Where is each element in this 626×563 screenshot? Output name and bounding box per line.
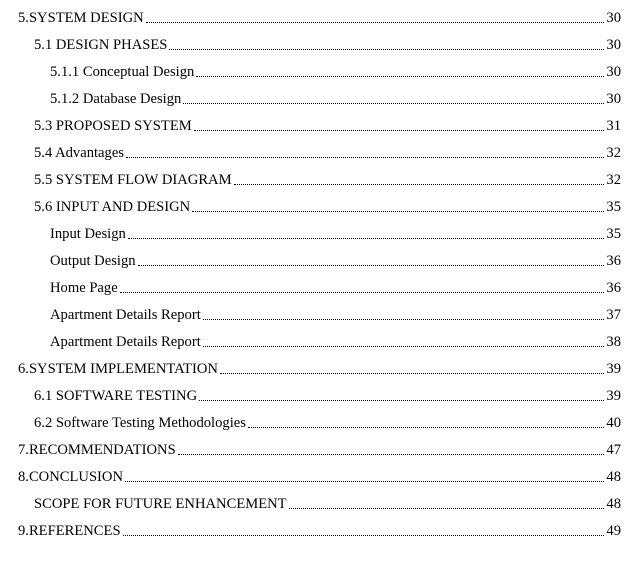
toc-entry-software-testing-methodologies[interactable] bbox=[34, 410, 621, 432]
toc-entry-scope-for-future-enhancement[interactable] bbox=[34, 491, 621, 513]
toc-entry-system-flow-diagram[interactable] bbox=[34, 167, 621, 189]
dot-leader bbox=[126, 154, 604, 158]
toc-entry-title: Output Design bbox=[50, 253, 136, 269]
toc-entry-conceptual-design[interactable] bbox=[50, 59, 621, 81]
toc-entry-title: Home Page bbox=[50, 280, 118, 296]
toc-entry-title: 5.6 INPUT AND DESIGN bbox=[34, 199, 191, 215]
toc-entry-title: 5.1.1 Conceptual Design bbox=[50, 64, 195, 80]
toc-entry-software-testing[interactable] bbox=[34, 383, 621, 405]
toc-entry-proposed-system[interactable] bbox=[34, 113, 621, 135]
toc-entry-page-number: 48 bbox=[606, 469, 621, 485]
toc-entry-title: Apartment Details Report bbox=[50, 307, 201, 323]
toc-entry-page-number: 38 bbox=[606, 334, 621, 350]
toc-entry-database-design[interactable] bbox=[50, 86, 621, 108]
toc-entry-apartment-details-report[interactable] bbox=[50, 302, 621, 324]
dot-leader bbox=[203, 343, 605, 347]
toc-entry-page-number: 37 bbox=[606, 307, 621, 323]
dot-leader bbox=[194, 127, 605, 131]
toc-entry-page-number: 30 bbox=[606, 91, 621, 107]
toc-entry-page-number: 35 bbox=[606, 199, 621, 215]
dot-leader bbox=[183, 100, 604, 104]
toc-entry-references[interactable] bbox=[18, 518, 621, 540]
toc-entry-title: 9.REFERENCES bbox=[18, 523, 121, 539]
toc-entry-home-page[interactable] bbox=[50, 275, 621, 297]
dot-leader bbox=[178, 451, 605, 455]
toc-entry-page-number: 39 bbox=[606, 361, 621, 377]
toc-entry-page-number: 47 bbox=[606, 442, 621, 458]
toc-entry-page-number: 36 bbox=[606, 253, 621, 269]
toc-entry-apartment-details-report-2[interactable] bbox=[50, 329, 621, 351]
toc-entry-title: 7.RECOMMENDATIONS bbox=[18, 442, 176, 458]
toc-entry-page-number: 36 bbox=[606, 280, 621, 296]
dot-leader bbox=[120, 289, 605, 293]
toc-entry-title: 8.CONCLUSION bbox=[18, 469, 123, 485]
toc-entry-output-design[interactable] bbox=[50, 248, 621, 270]
toc-entry-title: 5.SYSTEM DESIGN bbox=[18, 10, 144, 26]
toc-entry-page-number: 32 bbox=[606, 145, 621, 161]
dot-leader bbox=[220, 370, 605, 374]
toc-entry-advantages[interactable] bbox=[34, 140, 621, 162]
toc-entry-title: 5.5 SYSTEM FLOW DIAGRAM bbox=[34, 172, 232, 188]
toc-entry-conclusion[interactable] bbox=[18, 464, 621, 486]
toc-entry-title: 5.3 PROPOSED SYSTEM bbox=[34, 118, 192, 134]
toc-entry-system-implementation[interactable] bbox=[18, 356, 621, 378]
dot-leader bbox=[138, 262, 605, 266]
dot-leader bbox=[125, 478, 604, 482]
dot-leader bbox=[192, 208, 604, 212]
toc-entry-page-number: 30 bbox=[606, 37, 621, 53]
toc-entry-title: 5.4 Advantages bbox=[34, 145, 124, 161]
toc-entry-recommendations[interactable] bbox=[18, 437, 621, 459]
toc-entry-title: SCOPE FOR FUTURE ENHANCEMENT bbox=[34, 496, 287, 512]
toc-entry-title: 5.1.2 Database Design bbox=[50, 91, 182, 107]
toc-entry-title: Input Design bbox=[50, 226, 126, 242]
dot-leader bbox=[199, 397, 604, 401]
dot-leader bbox=[146, 19, 605, 23]
dot-leader bbox=[196, 73, 604, 77]
toc-entry-page-number: 48 bbox=[606, 496, 621, 512]
toc-entry-page-number: 32 bbox=[606, 172, 621, 188]
toc-entry-page-number: 30 bbox=[606, 64, 621, 80]
dot-leader bbox=[203, 316, 605, 320]
toc-entry-page-number: 35 bbox=[606, 226, 621, 242]
dot-leader bbox=[169, 46, 604, 50]
toc-entry-title: 6.1 SOFTWARE TESTING bbox=[34, 388, 198, 404]
toc-entry-design-phases[interactable] bbox=[34, 32, 621, 54]
toc-entry-page-number: 39 bbox=[606, 388, 621, 404]
dot-leader bbox=[128, 235, 605, 239]
dot-leader bbox=[234, 181, 605, 185]
toc-entry-page-number: 31 bbox=[606, 118, 621, 134]
toc-entry-title: 6.2 Software Testing Methodologies bbox=[34, 415, 246, 431]
dot-leader bbox=[289, 505, 605, 509]
toc-entry-input-design[interactable] bbox=[50, 221, 621, 243]
toc-entry-input-and-design[interactable] bbox=[34, 194, 621, 216]
toc-entry-title: 6.SYSTEM IMPLEMENTATION bbox=[18, 361, 218, 377]
toc-entry-title: 5.1 DESIGN PHASES bbox=[34, 37, 168, 53]
toc-entry-title: Apartment Details Report bbox=[50, 334, 201, 350]
dot-leader bbox=[248, 424, 604, 428]
toc-entry-system-design[interactable] bbox=[18, 5, 621, 27]
toc-entry-page-number: 49 bbox=[606, 523, 621, 539]
dot-leader bbox=[123, 532, 605, 536]
toc-entry-page-number: 30 bbox=[606, 10, 621, 26]
toc-entry-page-number: 40 bbox=[606, 415, 621, 431]
